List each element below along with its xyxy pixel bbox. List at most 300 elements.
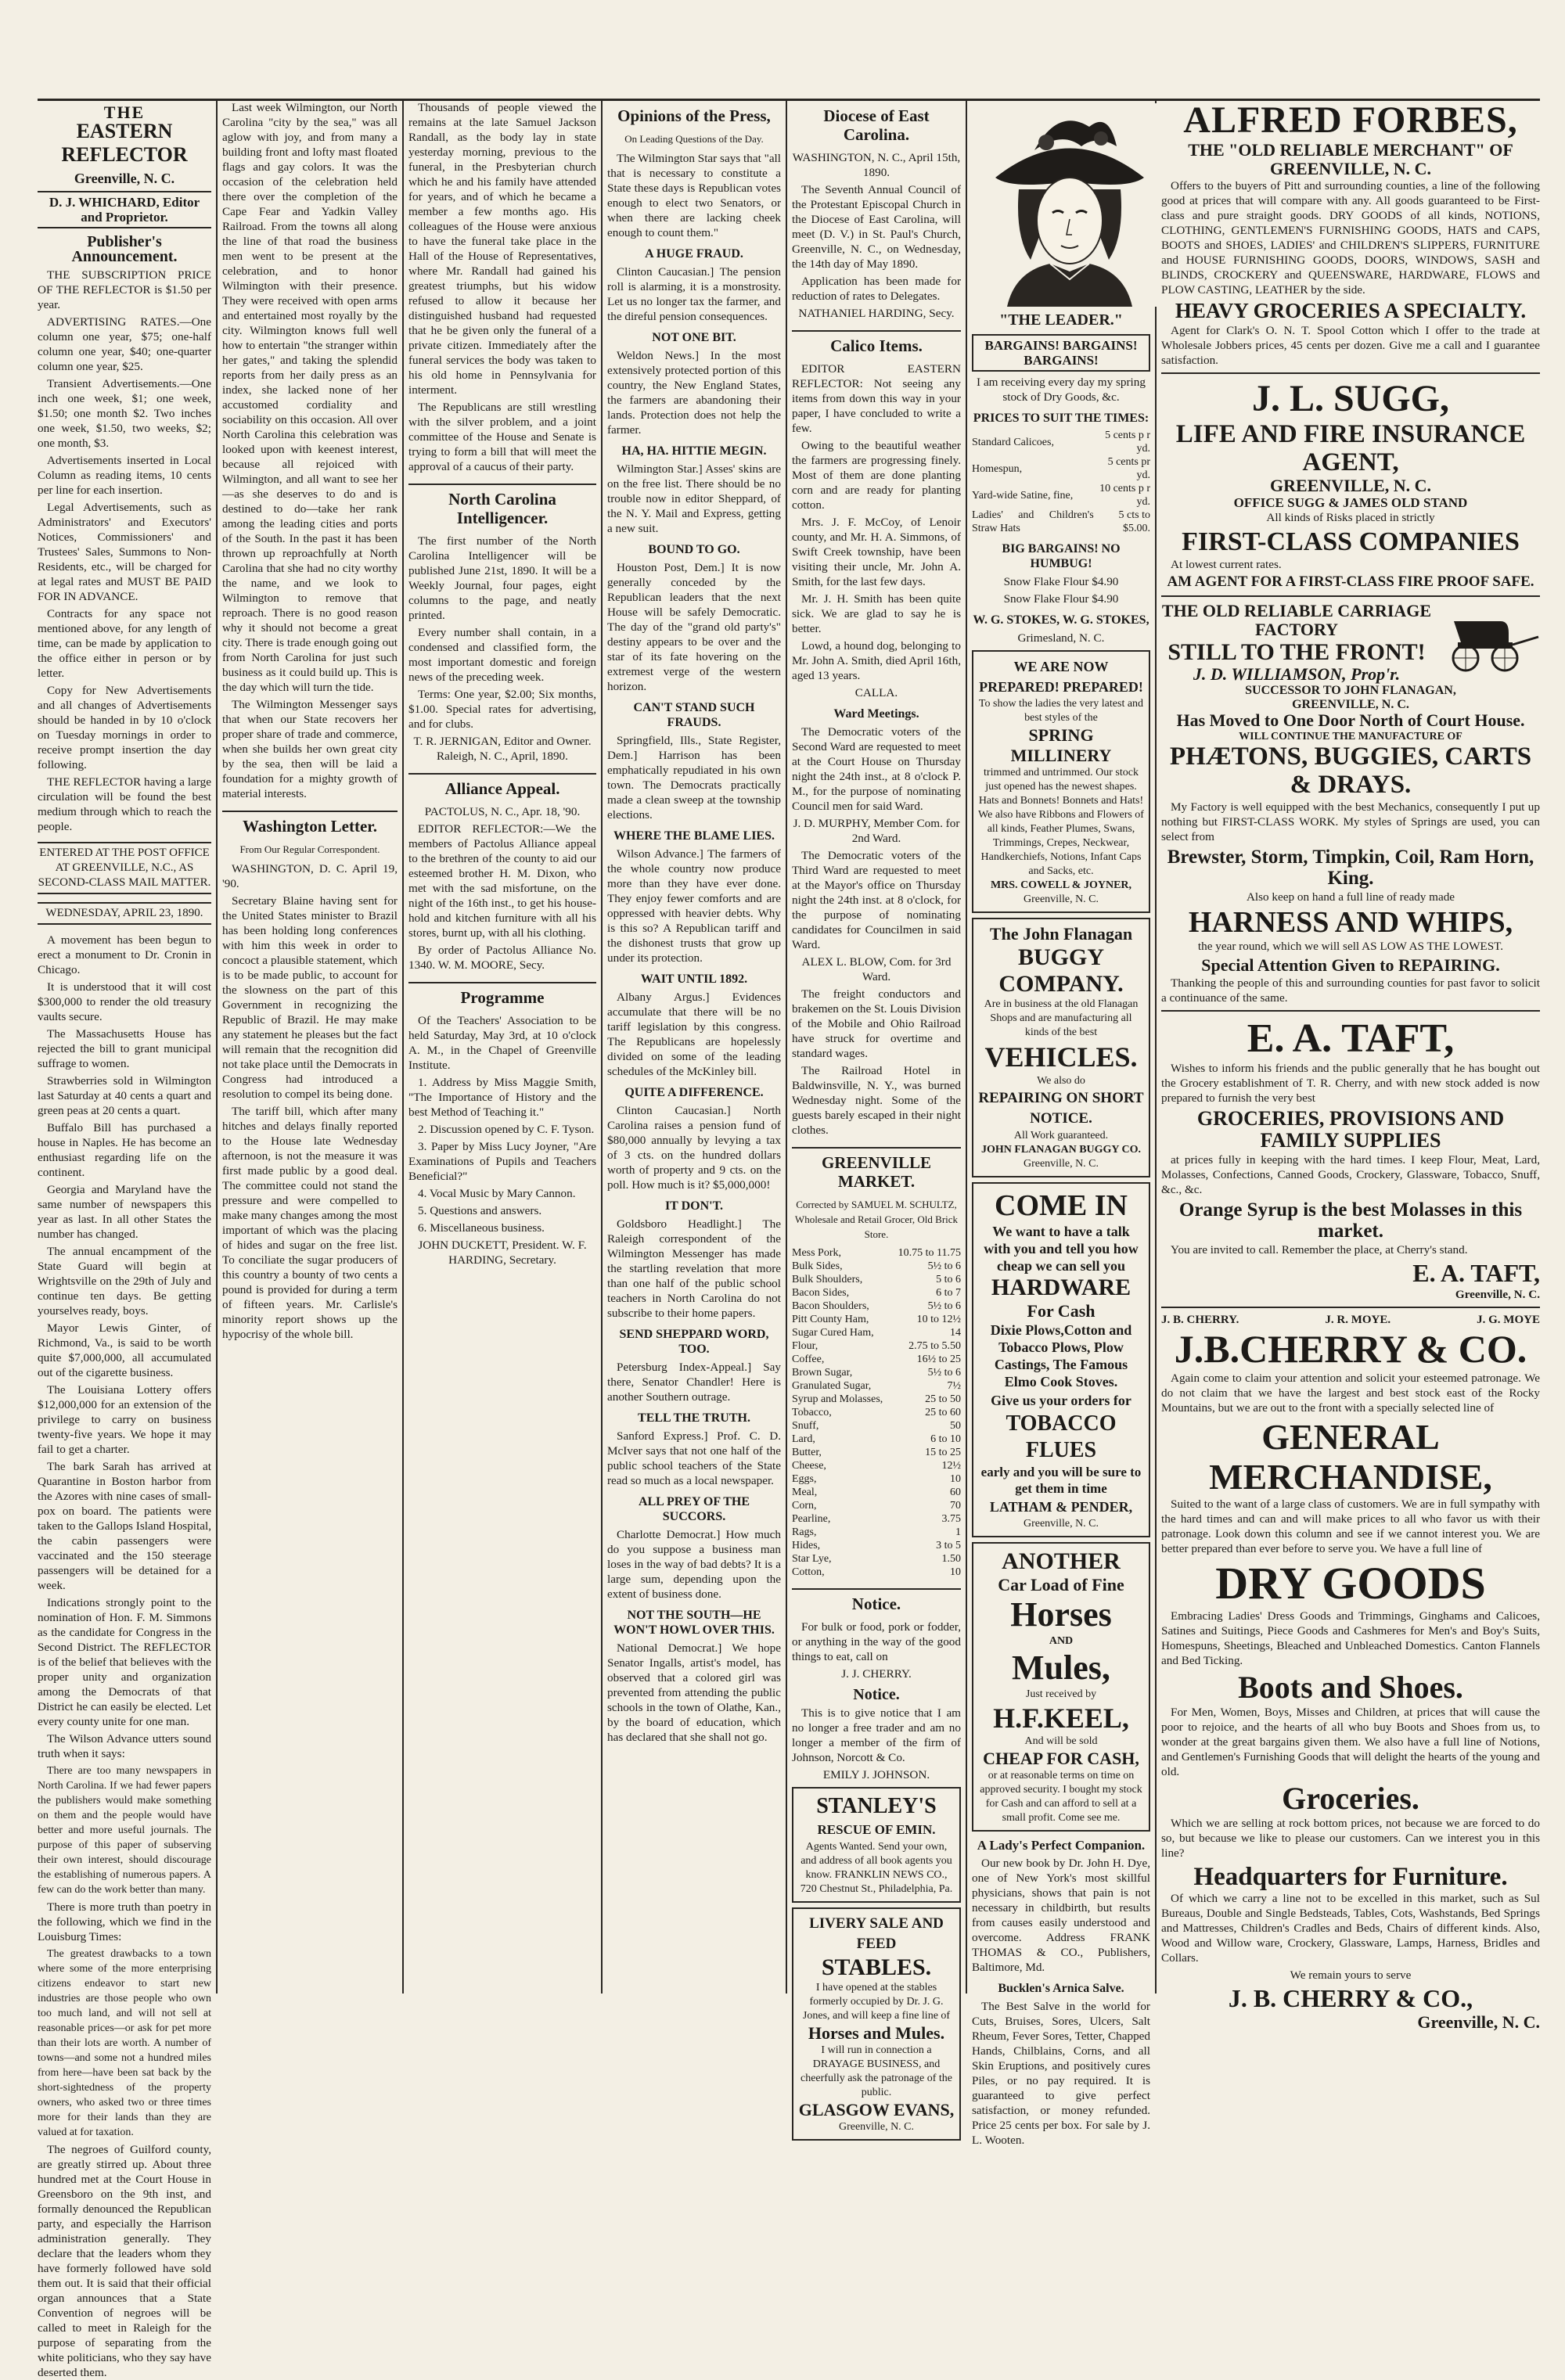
groceries-title: Groceries. xyxy=(1282,1781,1419,1817)
sold-text: And will be sold xyxy=(1024,1735,1098,1747)
opinion-item: Petersburg Index-Appeal.] Say there, Senator Chandler! Here is another Southern outrage. xyxy=(607,1361,781,1404)
price-row xyxy=(792,1499,961,1512)
news-item: The Wilmington Messenger says that when our State recovers her proper share of trade and commerce, when she builds her own great city by the sea, then will be laid a foundation for a mighty growth of material interests. xyxy=(222,698,398,800)
notice-signature: J. J. CHERRY. xyxy=(841,1667,912,1681)
invited-text: You are invited to call. Remember the place, at Cherry's stand. xyxy=(1171,1242,1468,1257)
livery-text-2: I will run in connection a DRAYAGE BUSINESS, and cheerfully ask the patronage of the public. xyxy=(800,2044,952,2098)
stanley-text: Agents Wanted. Send your own, and address of all book agents you know. FRANKLIN NEWS CO., 720 Chestnut St., Philadelphia, Pa. xyxy=(800,1841,953,1895)
taft-signature: E. A. TAFT, xyxy=(1412,1258,1540,1287)
safe-agent: AM AGENT FOR A FIRST-CLASS FIRE PROOF SAFE. xyxy=(1167,573,1534,590)
news-item: Georgia and Maryland have the same number of newspapers this year as last. In all other States the number has changed. xyxy=(38,1183,211,1241)
column-4 xyxy=(607,100,781,1994)
news-item: There are too many newspapers in North Carolina. If we had fewer papers the publishers would make something on them and the people would have better and more useful journals. The purpose of this paper of subserving their own interest, should discourage the establishing of numerous papers. A few can do the work better than many. xyxy=(38,1765,211,1896)
dry-goods: DRY GOODS xyxy=(1215,1558,1486,1609)
price-value: 5½ to 6 xyxy=(927,1367,961,1379)
forbes-name: ALFRED FORBES, xyxy=(1183,99,1518,141)
news-item: Strawberries sold in Wilmington last Saturday at 40 cents a quart and green peas at 20 cents a quart. xyxy=(38,1074,211,1117)
joyner-signature: MRS. COWELL & JOYNER, xyxy=(990,879,1132,891)
factory-text: My Factory is well equipped with the best Mechanics, consequently I put up nothing but FIRST-CLASS WORK. My styles of Springs are used, you can select from xyxy=(1161,800,1540,843)
price-value: 7½ xyxy=(947,1380,961,1392)
price-item: Pearline, xyxy=(792,1513,831,1525)
taft-name: E. A. TAFT, xyxy=(1247,1016,1455,1061)
vehicles-title: VEHICLES. xyxy=(984,1041,1138,1073)
ward-paragraph: The Democratic voters of the Third Ward are requested to meet at the Mayor's office on Thursday night the 24th inst. at 8 o'clock, for the purpose of nominating candidates for Councilmen in said Ward. xyxy=(792,849,961,951)
harness-pre: Also keep on hand a full line of ready made xyxy=(1246,890,1455,904)
salve-text: The Best Salve in the world for Cuts, Bruises, Sores, Ulcers, Salt Rheum, Fever Sores, Tetter, Chapped Hands, Chilblains, Corns, and all Skin Eruptions, and positively cures Piles, or no pay required. It is guaranteed to give perfect satisfaction, or money refunded. Price 25 cents per box. For sale by J. L. Wooten. xyxy=(972,2000,1150,2147)
price-item: Brown Sugar, xyxy=(792,1367,853,1379)
for-cash: For Cash xyxy=(1027,1301,1096,1321)
hardware-ad xyxy=(972,1182,1150,1537)
price-value: 25 to 50 xyxy=(925,1393,961,1405)
millinery-ad xyxy=(972,650,1150,913)
price-value: 1 xyxy=(955,1526,961,1538)
price-item: Syrup and Molasses, xyxy=(792,1393,883,1405)
stanley-title: STANLEY'S xyxy=(816,1794,937,1818)
livery-title-2: STABLES. xyxy=(821,1954,932,1980)
prices-title: PRICES TO SUIT THE TIMES: xyxy=(973,412,1149,425)
furniture-text: Of which we carry a line not to be excelled in this market, such as Sul Bureaus, Double and Single Bedsteads, Tables, Cots, Washstands, Bed Springs and Mattresses, Children's Cradles and Beds, Chairs of different kinds. Also, Wood and Willow ware, Crockery, Glassware, Lamps, Harness, Bridles and Collars. xyxy=(1161,1892,1540,1965)
announcement-paragraph: ADVERTISING RATES.—One column one year, $75; one-half column one year, $40; one-quarter column one year, $25. xyxy=(38,315,211,373)
springs-list: Brewster, Storm, Timpkin, Coil, Ram Horn, King. xyxy=(1167,846,1534,890)
price-row xyxy=(792,1353,961,1366)
flanagan-title: The John Flanagan xyxy=(989,924,1133,944)
masthead-the: THE xyxy=(103,102,146,122)
opinion-heading: A HUGE FRAUD. xyxy=(645,247,743,261)
price-item: Sugar Cured Ham, xyxy=(792,1327,874,1339)
news-item: The Wilson Advance utters sound truth when it says: xyxy=(38,1732,211,1760)
cherry-place: Greenville, N. C. xyxy=(1417,2011,1540,2032)
news-item: Indications strongly point to the nomination of Hon. F. M. Simmons as the candidate for Congress in the Second District. The REFLECTOR is of the belief that believes with the proper unity and organization among the Democrats of that District he can easily be elected. Let every county unite for one man. xyxy=(38,1596,211,1728)
partners-row xyxy=(1161,1313,1540,1328)
price-row xyxy=(792,1566,961,1579)
opinion-heading: HA, HA. HITTIE MEGIN. xyxy=(621,444,767,458)
price-item: Mess Pork, xyxy=(792,1247,842,1259)
phaetons-title: PHÆTONS, BUGGIES, CARTS & DRAYS. xyxy=(1169,742,1532,800)
programme-item: 4. Vocal Music by Mary Cannon. xyxy=(418,1187,576,1200)
price-value: 3 to 5 xyxy=(936,1540,961,1551)
calico-paragraph: Mr. J. H. Smith has been quite sick. We are glad to say he is better. xyxy=(792,592,961,635)
cheap-title: CHEAP FOR CASH, xyxy=(983,1749,1139,1768)
flour-price: Snow Flake Flour $4.90 xyxy=(1003,592,1119,606)
opinion-item: Clinton Caucasian.] North Carolina raises a pension fund of $80,000 annually by levying a tax of 3 cts. on the hundred dollars worth of property and 9 cts. on the poll. How much is it? $5,000,000! xyxy=(607,1104,781,1192)
news-item: The Massachusetts House has rejected the bill to grant municipal suffrage to women. xyxy=(38,1027,211,1070)
price-row xyxy=(792,1339,961,1353)
opinion-heading: QUITE A DIFFERENCE. xyxy=(624,1086,764,1099)
news-item: Mayor Lewis Ginter, of Richmond, Va., is said to be worth quite $7,000,000, all accumulated out of the cigarette business. xyxy=(38,1321,211,1379)
notice-title: Notice. xyxy=(792,1588,961,1613)
opinions-subtitle: On Leading Questions of the Day. xyxy=(624,133,764,145)
notice2-signature: EMILY J. JOHNSON. xyxy=(822,1768,930,1781)
ward-signature: ALEX L. BLOW, Com. for 3rd Ward. xyxy=(801,955,952,983)
news-item: The bark Sarah has arrived at Quarantine in Boston harbor from the Azores with nine cases of small-pox on board. The patients were taken to the Gallops Island Hospital, the cabin passengers were vaccinated and the 150 steerage passengers will be detained for a week. xyxy=(38,1460,211,1592)
successor: SUCCESSOR TO JOHN FLANAGAN, xyxy=(1245,684,1456,698)
companion-title: A Lady's Perfect Companion. xyxy=(977,1838,1146,1853)
column-1 xyxy=(38,100,211,2379)
ward-signature: J. D. MURPHY, Member Com. for 2nd Ward. xyxy=(793,817,960,845)
price-value: 5½ to 6 xyxy=(927,1300,961,1312)
flour-price: Snow Flake Flour $4.90 xyxy=(1003,575,1119,588)
millinery-text: trimmed and untrimmed. Our stock just opened has the newest shapes. Hats and Bonnets! Bonnets and Hats! We also have Ribbons and Flowers of all kinds, Feather Plumes, Swans, Trimmings, Crepes, Neckwear, Handkerchiefs, Notions, Infant Caps and Sacks, etc. xyxy=(978,767,1144,877)
price-value: 1.50 xyxy=(941,1553,961,1565)
news-item: The negroes of Guilford county, are greatly stirred up. About three hundred met at the Court House in Greensboro on the 9th inst, and formally denounced the Republican party, and especially the Harrison administration generally. They declare that the leaders whom they have formerly followed have sold them out. It is said that their official organ announces that a State Convention of negroes will be called to meet in Raleigh for the purpose of separating from the white politicians, who they say have deserted them. xyxy=(38,2143,211,2379)
cherry-text: Again come to claim your attention and solicit your esteemed patronage. We do not claim that we have the largest and best stock east of the Rocky Mountains, but we are out to the front with a specially selected line of xyxy=(1161,1372,1540,1415)
price-row xyxy=(792,1300,961,1313)
plows-text: Dixie Plows,Cotton and Tobacco Plows, Plow Castings, The Famous Elmo Cook Stoves. xyxy=(990,1322,1132,1390)
price-item: Bacon Sides, xyxy=(792,1287,850,1299)
diocese-signature: NATHANIEL HARDING, Secy. xyxy=(798,307,955,320)
mules-title: Mules, xyxy=(1012,1648,1110,1687)
market-subtitle: Corrected by SAMUEL M. SCHULTZ, Wholesale and Retail Grocer, Old Brick Store. xyxy=(794,1199,959,1240)
price-value: 5 cents p r yd. xyxy=(1105,430,1150,455)
news-item: There is more truth than poetry in the following, which we find in the Louisburg Times: xyxy=(38,1900,211,1943)
another-title: ANOTHER xyxy=(1002,1548,1121,1574)
programme-item: 5. Questions and answers. xyxy=(418,1204,542,1217)
received-text: Just received by xyxy=(1025,1688,1097,1700)
price-item: Pitt County Ham, xyxy=(792,1314,869,1325)
price-item: Butter, xyxy=(792,1447,822,1458)
calico-signature: CALLA. xyxy=(854,686,898,699)
orders-text: Give us your orders for xyxy=(991,1393,1131,1408)
carload-title: Car Load of Fine xyxy=(998,1575,1124,1594)
price-item: Lard, xyxy=(792,1433,815,1445)
cherry-signature: J. B. CHERRY & CO., xyxy=(1228,1984,1473,2013)
opinion-item: Sanford Express.] Prof. C. D. McIver says that not one half of the public school teachers of the State read so much as a local newspaper. xyxy=(607,1429,781,1487)
opinion-heading: NOT ONE BIT. xyxy=(652,331,736,344)
flanagan-place: Greenville, N. C. xyxy=(1023,1158,1099,1170)
programme-item: 6. Miscellaneous business. xyxy=(418,1221,545,1235)
general-text: Suited to the want of a large class of customers. We are in full sympathy with the hard times and can and will make prices to all who favor us with their patronage. Look down this column and see if we cannot interest you. We are better prepared than ever before to serve you. We have a full line of xyxy=(1161,1497,1540,1556)
column-rule xyxy=(601,100,603,1994)
opinion-item: Springfield, Ills., State Register, Dem.] Harrison has been emphatically repudiated in his own town. The Democrats practically made a clean sweep at the township elections. xyxy=(607,734,781,821)
leader-text: I am receiving every day my spring stock of Dry Goods, &c. xyxy=(977,376,1146,404)
market-table xyxy=(792,1246,961,1579)
stokes-signature: W. G. STOKES, W. G. STOKES, xyxy=(973,613,1149,627)
flanagan-company: BUGGY COMPANY. xyxy=(998,944,1124,997)
opinion-item: Charlotte Democrat.] How much do you suppose a business man loses in the way of bad debts? It is a large sum, depending upon the extent of business done. xyxy=(607,1528,781,1601)
price-value: 15 to 25 xyxy=(925,1447,961,1458)
thanks-text: Thanking the people of this and surrounding counties for past favor to solicit a continuance of the same. xyxy=(1161,976,1540,1005)
heavy-groceries: HEAVY GROCERIES A SPECIALTY. xyxy=(1175,299,1527,323)
washington-letter-title: Washington Letter. xyxy=(222,811,398,836)
groceries-text: Which we are selling at rock bottom prices, not because we are forced to do so, but because we like to please our customers. Can we interest you in this line? xyxy=(1161,1817,1540,1860)
harness-text: the year round, which we will sell AS LOW AS THE LOWEST. xyxy=(1197,940,1504,954)
price-item: Bulk Shoulders, xyxy=(792,1274,863,1285)
alliance-title: Alliance Appeal. xyxy=(408,773,596,798)
washington-paragraph: WASHINGTON, D. C. April 19, '90. xyxy=(222,862,398,890)
price-item: Granulated Sugar, xyxy=(792,1380,872,1392)
prepared-text: To show the ladies the very latest and best styles of the xyxy=(978,698,1144,724)
news-item: The tariff bill, which after many hitches and delays finally reported to the House late Wednesday afternoon, is not the measure it was first made public by a good deal. The committee could not stand the pressure and were compelled to make many changes among the most important of which was the placing of hides and sugar on the free list. To conciliate the sugar producers of this country a bounty of two cents a pound is provided for during a term of fifteen years. Mr. Carlisle's minority report shows up the hypocrisy of the whole bill. xyxy=(222,1105,398,1341)
announcement-paragraph: THE REFLECTOR having a large circulation will be found the best medium through which to reach the people. xyxy=(38,775,211,833)
price-row xyxy=(792,1419,961,1433)
washington-letter-subtitle: From Our Regular Correspondent. xyxy=(239,843,380,855)
washington-paragraph: Secretary Blaine having sent for the United States minister to Brazil has been holding long conferences with him this week in order to concoct a plausible statement, which is to be made public, to account for the slowness on the part of this Government in recognizing the Republic of Brazil. He may make any statement he pleases but the fact will remain that the recognition did not take place until the Democrats in Congress had introduced a resolution to compel its being done. xyxy=(222,894,398,1101)
opinion-heading: CAN'T STAND SUCH FRAUDS. xyxy=(633,701,755,729)
prices-table xyxy=(972,429,1150,535)
flues-text: early and you will be sure to get them in time xyxy=(980,1465,1142,1496)
announcement-title: Publisher's Announcement. xyxy=(71,233,178,265)
price-item: Ladies' and Children's Straw Hats xyxy=(972,509,1094,534)
price-row xyxy=(792,1486,961,1499)
also-do: We also do xyxy=(1037,1075,1085,1087)
price-value: 5 cents pr yd. xyxy=(1107,456,1150,481)
price-row xyxy=(792,1433,961,1446)
and-word: AND xyxy=(1049,1635,1074,1647)
column-3 xyxy=(408,100,596,1994)
price-value: 10 xyxy=(950,1566,961,1578)
livery-place: Greenville, N. C. xyxy=(838,2121,915,2133)
intelligencer-paragraph: Every number shall contain, in a condensed and classified form, the most important domestic and foreign news of the preceding week. xyxy=(408,626,596,684)
price-item: Hides, xyxy=(792,1540,821,1551)
price-item: Standard Calicoes, xyxy=(972,436,1054,448)
price-row xyxy=(792,1313,961,1326)
price-item: Snuff, xyxy=(792,1420,819,1432)
buggy-illustration xyxy=(1438,609,1540,676)
stanley-subtitle: RESCUE OF EMIN. xyxy=(817,1822,936,1837)
price-row xyxy=(792,1246,961,1260)
partner-name: J. G. MOYE xyxy=(1477,1314,1540,1327)
livery-text: I have opened at the stables formerly occupied by Dr. J. G. Jones, and will keep a fine line of xyxy=(802,1982,951,2022)
price-value: 60 xyxy=(950,1487,961,1498)
price-value: 10.75 to 11.75 xyxy=(898,1247,961,1259)
bargains-banner: BARGAINS! BARGAINS! BARGAINS! xyxy=(972,334,1150,372)
opinion-heading: WHERE THE BLAME LIES. xyxy=(613,829,775,843)
repairing-attention: Special Attention Given to REPAIRING. xyxy=(1201,955,1500,976)
boots-shoes: Boots and Shoes. xyxy=(1238,1670,1463,1706)
opinion-item: National Democrat.] We hope Senator Ingalls, artist's model, has observed that a colored girl was prevented from attending the public schools in the town of Olathe, Kan., by the board of education, which has declared that she shall not go. xyxy=(607,1641,781,1744)
williamson-name: J. D. WILLIAMSON, Prop'r. xyxy=(1193,663,1401,684)
diocese-dateline: WASHINGTON, N. C., April 15th, 1890. xyxy=(792,151,961,179)
news-item: The annual encampment of the State Guard will begin at Wrightsville on the 29th of July and continue ten days. Be getting yourselves ready, boys. xyxy=(38,1245,211,1318)
opinion-item: Weldon News.] In the most extensively protected portion of this country, the New England States, the farmers are abandoning their lands. Protection does not help the farmer. xyxy=(607,349,781,437)
price-row xyxy=(972,455,1150,482)
news-item: The greatest drawbacks to a town where some of the more enterprising citizens endeavor to start new industries are those people who own too much land, and will not sell at reasonable prices—or ask for pet more than their lots are worth. A number of towns—and some not a hundred miles from here—have been sat back by the short-sightedness of the property owners, who asked two or three times more for their lands than they are valued at for taxation. xyxy=(38,1948,211,2138)
announcement-paragraph: Transient Advertisements.—One inch one week, $1; one week, $1.50; one month $2. Two inches one week, $1.50, two weeks, $2; one month, $3. xyxy=(38,377,211,450)
price-row xyxy=(792,1326,961,1339)
salve-title: Bucklen's Arnica Salve. xyxy=(998,1982,1124,1995)
diocese-paragraph: The Seventh Annual Council of the Protestant Episcopal Church in the Diocese of East Carolina, will meet (D. V.) in St. Paul's Church, Greenville, N. C., on Wednesday, the 14th day of May 1890. xyxy=(792,183,961,271)
price-row xyxy=(792,1260,961,1273)
price-item: Cotton, xyxy=(792,1566,825,1578)
price-value: 5 cts to $5.00. xyxy=(1118,509,1150,534)
price-row xyxy=(792,1366,961,1379)
moved-notice: Has Moved to One Door North of Court House. xyxy=(1176,710,1525,731)
diocese-title: Diocese of East Carolina. xyxy=(823,106,930,144)
sugg-name: J. L. SUGG, xyxy=(1251,378,1450,420)
news-item: Buffalo Bill has purchased a house in Naples. He has become an enthusiast regarding life on the continent. xyxy=(38,1121,211,1179)
price-row xyxy=(972,482,1150,509)
price-item: Corn, xyxy=(792,1500,817,1512)
news-item: A movement has been begun to erect a monument to Dr. Cronin in Chicago. xyxy=(38,933,211,976)
price-value: 10 to 12½ xyxy=(916,1314,961,1325)
price-row xyxy=(792,1552,961,1566)
first-class-companies: FIRST-CLASS COMPANIES xyxy=(1182,527,1520,557)
announcement-paragraph: Contracts for any space not mentioned above, for any length of time, can be made by application to the office either in person or by letter. xyxy=(38,607,211,680)
opinion-item: Wilmington Star.] Asses' skins are on the free list. There should be no trouble now in editor Sheppard, of the N. Y. Mail and Express, getting a new suit. xyxy=(607,462,781,535)
price-value: 6 to 10 xyxy=(930,1433,961,1445)
price-value: 3.75 xyxy=(941,1513,961,1525)
heavy-text: Agent for Clark's O. N. T. Spool Cotton which I offer to the trade at Wholesale Jobbers prices, 45 cents per dozen. Give me a call and I guarantee satisfaction. xyxy=(1161,324,1540,368)
livery-ad xyxy=(792,1907,961,2141)
opinion-heading: ALL PREY OF THE SUCCORS. xyxy=(638,1495,750,1523)
column-2 xyxy=(222,100,398,1994)
orange-syrup: Orange Syrup is the best Molasses in this market. xyxy=(1178,1199,1523,1242)
diocese-paragraph: Application has been made for reduction of rates to Delegates. xyxy=(792,275,961,303)
price-row xyxy=(792,1393,961,1406)
taft-groceries: GROCERIES, PROVISIONS AND FAMILY SUPPLIES xyxy=(1196,1106,1505,1152)
price-item: Cheese, xyxy=(792,1460,826,1472)
intelligencer-signature: T. R. JERNIGAN, Editor and Owner. Raleigh, N. C., April, 1890. xyxy=(413,735,592,763)
programme-item: 1. Address by Miss Maggie Smith, "The Importance of History and the best Method of Teaching it." xyxy=(408,1076,596,1119)
partner-name: J. R. MOYE. xyxy=(1325,1314,1391,1327)
news-item: The Republicans are still wrestling with the silver problem, and a joint committee of the House and Senate is trying to form a bill that will meet the approval of a caucus of their party. xyxy=(408,401,596,473)
calico-paragraph: Lowd, a hound dog, belonging to Mr. John A. Smith, died April 16th, aged 13 years. xyxy=(792,639,961,682)
horses-title: Horses xyxy=(1010,1595,1112,1634)
price-value: 6 to 7 xyxy=(936,1287,961,1299)
intelligencer-title: North Carolina Intelligencer. xyxy=(408,484,596,527)
forbes-text: Offers to the buyers of Pitt and surrounding counties, a line of the following good at prices that will compare with any. All goods guaranteed to be First-class and pure straight goods. DRY GOODS of all kinds, NOTIONS, CLOTHING, GENTLEMEN'S FURNISHING GOODS, HATS and CAPS, BOOTS and SHOES, LADIES' and CHILDREN'S SLIPPERS, FURNITURE and HOUSE FURNISHING GOODS, DOORS, WINDOWS, SASH and BLINDS, CROCKERY and QUEENSWARE, HARDWARE, FLOWS and PLOW CASTING, LEATHER by the side. xyxy=(1161,179,1540,297)
opinions-title: Opinions of the Press, xyxy=(617,106,771,125)
prepared-title: WE ARE NOW PREPARED! PREPARED! xyxy=(979,659,1143,695)
intelligencer-paragraph: The first number of the North Carolina Intelligencer will be published June 21st, 1890. It will be a Weekly Journal, four pages, eight columns to the page, and neatly printed. xyxy=(408,534,596,622)
price-value: 70 xyxy=(950,1500,961,1512)
price-value: 10 cents p r yd. xyxy=(1099,483,1150,508)
announcement-paragraph: Advertisements inserted in Local Column as reading items, 10 cents per line for each insertion. xyxy=(38,454,211,497)
sugg-office: OFFICE SUGG & JAMES OLD STAND xyxy=(1233,494,1468,510)
opinion-heading: IT DON'T. xyxy=(664,1199,724,1213)
keel-signature: H.F.KEEL, xyxy=(993,1702,1129,1734)
furniture-title: Headquarters for Furniture. xyxy=(1193,1863,1508,1892)
market-title: GREENVILLE MARKET. xyxy=(792,1147,961,1191)
joyner-place: Greenville, N. C. xyxy=(1023,893,1099,905)
column-rule xyxy=(966,100,967,1994)
opinion-item: Clinton Caucasian.] The pension roll is alarming, it is a monstrosity. Let us no longer tax the farmer, and the direful pension consequences. xyxy=(607,265,781,323)
price-row xyxy=(792,1459,961,1472)
opinion-item: Albany Argus.] Evidences accumulate that there will be no tariff legislation by this congress. The Republicans are hopelessly divided on some of the leading schedules of the McKinley bill. xyxy=(607,990,781,1078)
price-item: Bacon Shoulders, xyxy=(792,1300,869,1312)
column-rule xyxy=(216,100,218,1994)
price-value: 5½ to 6 xyxy=(927,1260,961,1272)
livery-title: LIVERY SALE AND FEED xyxy=(809,1915,944,1952)
announcement-paragraph: THE SUBSCRIPTION PRICE OF THE REFLECTOR is $1.50 per year. xyxy=(38,268,211,311)
masthead-place: Greenville, N. C. xyxy=(74,171,175,186)
opinion-heading: WAIT UNTIL 1892. xyxy=(640,972,748,986)
notice2-title: Notice. xyxy=(853,1686,900,1703)
sugg-kinds: All kinds of Risks placed in strictly xyxy=(1266,511,1435,525)
latham-place: Greenville, N. C. xyxy=(1023,1518,1099,1530)
dry-goods-text: Embracing Ladies' Dress Goods and Trimmings, Ginghams and Calicoes, Satines and Suitings, Piece Goods and Cashmeres for Men's and Boy's Suits, Homespuns, Sheetings, Bleached and Unbleached Domestics. Canton Flannels and Bed Ticking. xyxy=(1161,1609,1540,1668)
harness-title: HARNESS AND WHIPS, xyxy=(1188,905,1513,939)
price-value: 25 to 60 xyxy=(925,1407,961,1418)
opinion-item: Houston Post, Dem.] It is now generally conceded by the Republican leaders that the next House will be safely Democratic. The day of the "grand old party's" destiny appears to be over and the star of its fate hovering on the extremest verge of the western horizon. xyxy=(607,561,781,693)
column-6 xyxy=(972,100,1150,2147)
programme-item: 2. Discussion opened by C. F. Tyson. xyxy=(418,1123,595,1136)
work-guaranteed: All Work guaranteed. xyxy=(1013,1130,1109,1141)
price-row xyxy=(792,1512,961,1526)
column-rule xyxy=(402,100,404,1994)
alliance-signature: By order of Pactolus Alliance No. 1340. W. M. MOORE, Secy. xyxy=(408,944,596,972)
price-row xyxy=(792,1286,961,1300)
announcement-paragraph: Copy for New Advertisements and all changes of Advertisements should be handed in by 10 o'clock on Tuesday mornings in order to receive prompt insertion the day following. xyxy=(38,684,211,771)
price-value: 10 xyxy=(950,1473,961,1485)
taft-text-2: at prices fully in keeping with the hard times. I keep Flour, Meat, Lard, Molasses, Confections, Canned Goods, Crockery, Glassware, Tobacco, Snuff, &c., &c. xyxy=(1161,1152,1540,1196)
column-rule xyxy=(1155,100,1157,1994)
price-item: Star Lye, xyxy=(792,1553,832,1565)
leader-title: "THE LEADER." xyxy=(999,311,1123,329)
cherry-name: J.B.CHERRY & CO. xyxy=(1174,1327,1527,1372)
come-in-title: COME IN xyxy=(995,1189,1128,1222)
price-item: Eggs, xyxy=(792,1473,817,1485)
price-item: Rags, xyxy=(792,1526,817,1538)
calico-paragraph: Mrs. J. F. McCoy, of Lenoir county, and Mr. H. A. Simmons, of Swift Creek township, have been visiting their uncle, Mr. John A. Smith, for the last few days. xyxy=(792,516,961,588)
news-item: Last week Wilmington, our North Carolina "city by the sea," was all aglow with joy, and from many a building front and lofty mast floated flags and gay colors. It was the occasion of the celebration held there over the completion of the Cape Fear and Yadkin Valley Railroad. From the towns all along the line of that road the business men went to be present at the celebration, and to honor Wilmington with their presence. They were received with open arms and entertained most royally by the city. Wilmington knows full well how to entertain "the stranger within her gates," and taking the splendid reports from her daily press as an index, she lacked none of her accustomed cordiality and sociability on this occasion. All over North Carolina this celebration was looked upon with keenest interest, because all rejoiced with Wilmington, and all want to see her—as she deserves to do and is destined to do—take her rank among the leading cities and ports of the South. In the past it has been thrown up reproachfully at North Carolina that she had no city worthy the name, and we look to Wilmington to remove that reproach. There is no good reason why it should not become a great city. There is trade enough going out from North Carolina for just such business as it could build up. This is the day which will turn the tide. xyxy=(222,101,398,694)
alliance-paragraph: EDITOR REFLECTOR:—We the members of Pactolus Alliance appeal to the brethren of the county to aid our esteemed brother H. M. Dixon, who met with the sad misfortune, on the night of the 16th inst., to get his house-hold and kitchen furniture with all his stores, burnt up, with all his clothing. xyxy=(408,822,596,940)
price-row xyxy=(792,1472,961,1486)
opinion-item: Goldsboro Headlight.] The Raleigh correspondent of the Wilmington Messenger has made the startling revelation that more than one half of the public school teachers in North Carolina do not subscribe to their home papers. xyxy=(607,1217,781,1320)
latham-signature: LATHAM & PENDER, xyxy=(989,1499,1133,1515)
issue-date: WEDNESDAY, APRIL 23, 1890. xyxy=(38,902,211,925)
price-value: 50 xyxy=(950,1420,961,1432)
price-value: 5 to 6 xyxy=(936,1274,961,1285)
forbes-subtitle: THE "OLD RELIABLE MERCHANT" OF GREENVILLE, N. C. xyxy=(1188,140,1513,179)
big-bargains: BIG BARGAINS! NO HUMBUG! xyxy=(1002,542,1121,570)
price-item: Flour, xyxy=(792,1340,818,1352)
price-value: 16½ to 25 xyxy=(916,1354,961,1365)
stokes-place: Grimesland, N. C. xyxy=(1017,631,1105,645)
opinion-heading: BOUND TO GO. xyxy=(648,543,740,556)
taft-place: Greenville, N. C. xyxy=(1455,1288,1540,1302)
hardware-title: HARDWARE xyxy=(991,1274,1131,1300)
sugg-place: GREENVILLE, N. C. xyxy=(1270,476,1431,496)
intelligencer-paragraph: Terms: One year, $2.00; Six months, $1.00. Special rates for advertising, and for clubs. xyxy=(408,688,596,731)
factory-place: GREENVILLE, N. C. xyxy=(1292,697,1409,711)
price-value: 12½ xyxy=(941,1460,961,1472)
price-row xyxy=(792,1273,961,1286)
ward-title: Ward Meetings. xyxy=(833,707,919,721)
opinion-item: The Wilmington Star says that "all that is necessary to constitute a State these days is Republican votes enough to elect two Senators, or when there are lacking cheek enough to count them." xyxy=(607,152,781,239)
come-in-text: We want to have a talk with you and tell you how cheap we can sell you xyxy=(984,1224,1139,1274)
cheap-text: or at reasonable terms on time on approved security. I bought my stock for Cash and can afford to sell at a small profit. Come see me. xyxy=(980,1770,1142,1824)
price-row xyxy=(972,429,1150,455)
news-item: It is understood that it will cost $300,000 to render the old treasury vaults secure. xyxy=(38,980,211,1023)
price-row xyxy=(792,1526,961,1539)
column-7 xyxy=(1161,99,1540,2032)
column-5 xyxy=(792,100,961,2133)
opinion-heading: TELL THE TRUTH. xyxy=(638,1411,750,1425)
notice2-text: This is to give notice that I am no longer a free trader and am no longer a member of the firm of Johnson, Norcott & Co. xyxy=(792,1706,961,1764)
millinery-title: SPRING MILLINERY xyxy=(1010,725,1112,765)
factory-title: THE OLD RELIABLE CARRIAGE FACTORY xyxy=(1161,600,1432,639)
news-item: The freight conductors and brakemen on the St. Louis Division of the Mobile and Ohio Railroad have struck for overtime and standard wages. xyxy=(792,987,961,1060)
programme-title: Programme xyxy=(408,982,596,1007)
newspaper-page xyxy=(38,99,1540,2379)
mail-matter-notice: ENTERED AT THE POST OFFICE AT GREENVILLE, N.C., AS SECOND-CLASS MAIL MATTER. xyxy=(38,842,211,894)
masthead-title: EASTERN REFLECTOR xyxy=(61,120,188,166)
livery-big: Horses and Mules. xyxy=(808,2023,945,2043)
announcement-paragraph: Legal Advertisements, such as Administrators' and Executors' Notices, Commissioners' and Trustees' Sales, Summons to Non-Residents, etc., will be charged for at legal rates and MUST BE PAID FOR IN ADVANCE. xyxy=(38,501,211,603)
calico-title: Calico Items. xyxy=(792,330,961,355)
lady-portrait-illustration xyxy=(972,103,1167,307)
price-item: Yard-wide Satine, fine, xyxy=(972,489,1074,502)
flanagan-text: Are in business at the old Flanagan Shops and are manufacturing all kinds of the best xyxy=(984,998,1139,1038)
flues-title: TOBACCO FLUES xyxy=(1006,1411,1117,1462)
livery-signature: GLASGOW EVANS, xyxy=(798,2100,955,2119)
general-merchandise: GENERAL MERCHANDISE, xyxy=(1209,1417,1492,1497)
news-item: Thousands of people viewed the remains at the late Samuel Jackson Randall, as the body lay in state yesterday morning, previous to the funeral, in the Presbyterian church which he and his family have attended for years, and of which he became a member a few months ago. His colleagues of the House were anxious to have the funeral take place in the Hall of the House of Representatives, where Mr. Randall had gained his greatest triumphs, but his widow refused to allow it because her distinguished husband had requested that he be given only the funeral of a private citizen. Immediately after the funeral services the body was taken to his old home in Pennsylvania for interment. xyxy=(408,101,596,397)
price-item: Tobacco, xyxy=(792,1407,832,1418)
programme-intro: Of the Teachers' Association to be held Saturday, May 3rd, at 10 o'clock A. M., in the Chapel of Greenville Institute. xyxy=(408,1014,596,1072)
opinion-item: Wilson Advance.] The farmers of the whole country now produce more than they have ever done. They enjoy fewer comforts and are oppressed with heavier debts. Why is this so? A Republican tariff and the dishonest trusts that grow up under its protection. xyxy=(607,847,781,965)
